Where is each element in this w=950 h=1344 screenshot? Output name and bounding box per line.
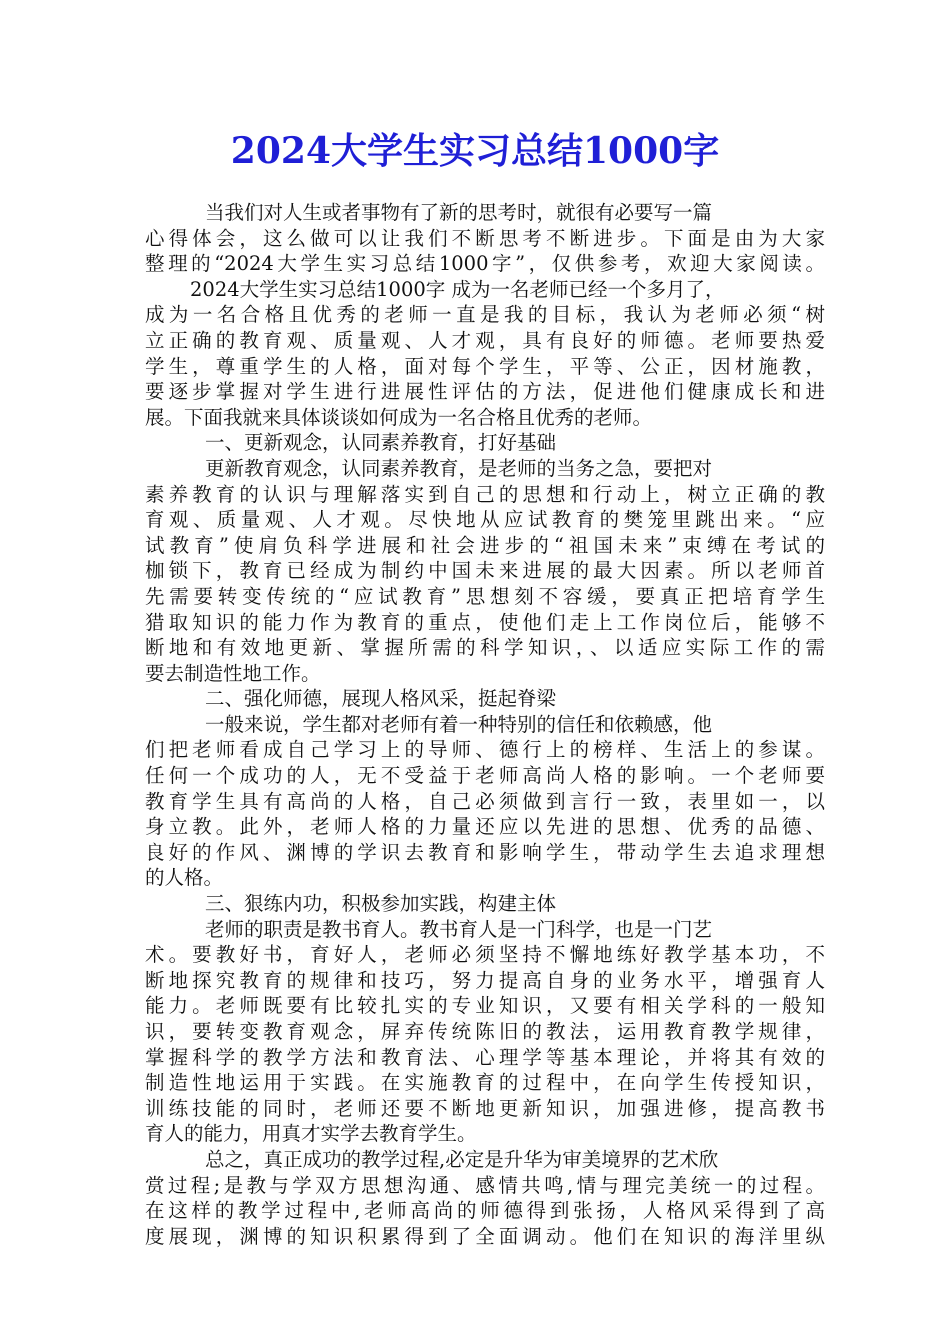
text-line: 育观、质量观、人才观。尽快地从应试教育的樊笼里跳出来。“应 bbox=[145, 508, 825, 532]
text-line: 训练技能的同时，老师还要不断地更新知识，加强进修，提高教书 bbox=[145, 1096, 825, 1120]
text-line: 一般来说，学生都对老师有着一种特别的信任和依赖感，他 bbox=[205, 712, 713, 736]
text-line: 制造性地运用于实践。在实施教育的过程中，在向学生传授知识， bbox=[145, 1071, 825, 1095]
document-title: 2024大学生实习总结1000字 bbox=[230, 130, 720, 172]
text-line: 术。要教好书，育好人，老师必须坚持不懈地练好教学基本功，不 bbox=[145, 943, 825, 967]
text-line: 赏过程;是教与学双方思想沟通、感情共鸣,情与理完美统一的过程。 bbox=[145, 1173, 825, 1197]
text-line: 整理的“2024大学生实习总结1000字”，仅供参考，欢迎大家阅读。 bbox=[145, 252, 825, 276]
text-line: 老师的职责是教书育人。教书育人是一门科学，也是一门艺 bbox=[205, 917, 713, 941]
text-line: 猎取知识的能力作为教育的重点，使他们走上工作岗位后，能够不 bbox=[145, 610, 825, 634]
text-line: 的人格。 bbox=[145, 866, 224, 890]
text-line: 试教育”使肩负科学进展和社会进步的“祖国未来”束缚在考试的 bbox=[145, 533, 825, 557]
text-line: 总之，真正成功的教学过程,必定是升华为审美境界的艺术欣 bbox=[205, 1147, 719, 1171]
text-line: 度展现，渊博的知识积累得到了全面调动。他们在知识的海洋里纵 bbox=[145, 1224, 825, 1248]
document-body bbox=[145, 200, 825, 1249]
text-line: 们把老师看成自己学习上的导师、德行上的榜样、生活上的参谋。 bbox=[145, 738, 825, 762]
text-line: 育人的能力，用真才实学去教育学生。 bbox=[145, 1122, 477, 1146]
text-line: 立正确的教育观、质量观、人才观，具有良好的师德。老师要热爱 bbox=[145, 328, 825, 352]
section-heading: 一、更新观念，认同素养教育，打好基础 bbox=[205, 431, 557, 455]
text-line: 当我们对人生或者事物有了新的思考时，就很有必要写一篇 bbox=[205, 201, 713, 224]
text-line: 要去制造性地工作。 bbox=[145, 661, 321, 685]
text-line: 断地和有效地更新、掌握所需的科学知识，、以适应实际工作的需 bbox=[145, 636, 825, 660]
text-line: 断地探究教育的规律和技巧，努力提高自身的业务水平，增强育人 bbox=[145, 968, 825, 992]
text-line: 2024大学生实习总结1000字 成为一名老师已经一个多月了， bbox=[190, 277, 725, 301]
text-line: 良好的作风、渊博的学识去教育和影响学生，带动学生去追求理想 bbox=[145, 840, 825, 864]
text-line: 任何一个成功的人，无不受益于老师高尚人格的影响。一个老师要 bbox=[145, 764, 825, 788]
text-line: 学生，尊重学生的人格，面对每个学生，平等、公正，因材施教， bbox=[145, 354, 825, 378]
section-heading: 三、狠练内功，积极参加实践，构建主体 bbox=[205, 892, 557, 916]
text-line: 识，要转变教育观念，屏弃传统陈旧的教法，运用教育教学规律， bbox=[145, 1020, 825, 1043]
text-line: 心得体会，这么做可以让我们不断思考不断进步。下面是由为大家 bbox=[145, 226, 825, 250]
text-line: 掌握科学的教学方法和教育法、心理学等基本理论，并将其有效的 bbox=[145, 1045, 825, 1069]
text-line: 更新教育观念，认同素养教育，是老师的当务之急，要把对 bbox=[205, 456, 713, 480]
text-line: 展。下面我就来具体谈谈如何成为一名合格且优秀的老师。 bbox=[145, 405, 653, 429]
text-line: 教育学生具有高尚的人格，自己必须做到言行一致，表里如一，以 bbox=[145, 789, 825, 813]
text-line: 身立教。此外，老师人格的力量还应以先进的思想、优秀的品德、 bbox=[145, 815, 825, 839]
text-line: 枷锁下，教育已经成为制约中国未来进展的最大因素。所以老师首 bbox=[145, 559, 825, 583]
text-line: 先需要转变传统的“应试教育”思想刻不容缓，要真正把培育学生 bbox=[145, 584, 825, 608]
text-line: 成为一名合格且优秀的老师一直是我的目标，我认为老师必须“树 bbox=[145, 303, 825, 327]
text-line: 素养教育的认识与理解落实到自己的思想和行动上，树立正确的教 bbox=[145, 482, 825, 506]
text-line: 能力。老师既要有比较扎实的专业知识，又要有相关学科的一般知 bbox=[145, 994, 825, 1018]
section-heading: 二、强化师德，展现人格风采，挺起脊梁 bbox=[205, 687, 557, 711]
text-line: 要逐步掌握对学生进行进展性评估的方法，促进他们健康成长和进 bbox=[145, 380, 825, 404]
text-line: 在这样的教学过程中,老师高尚的师德得到张扬，人格风采得到了高 bbox=[145, 1199, 825, 1223]
